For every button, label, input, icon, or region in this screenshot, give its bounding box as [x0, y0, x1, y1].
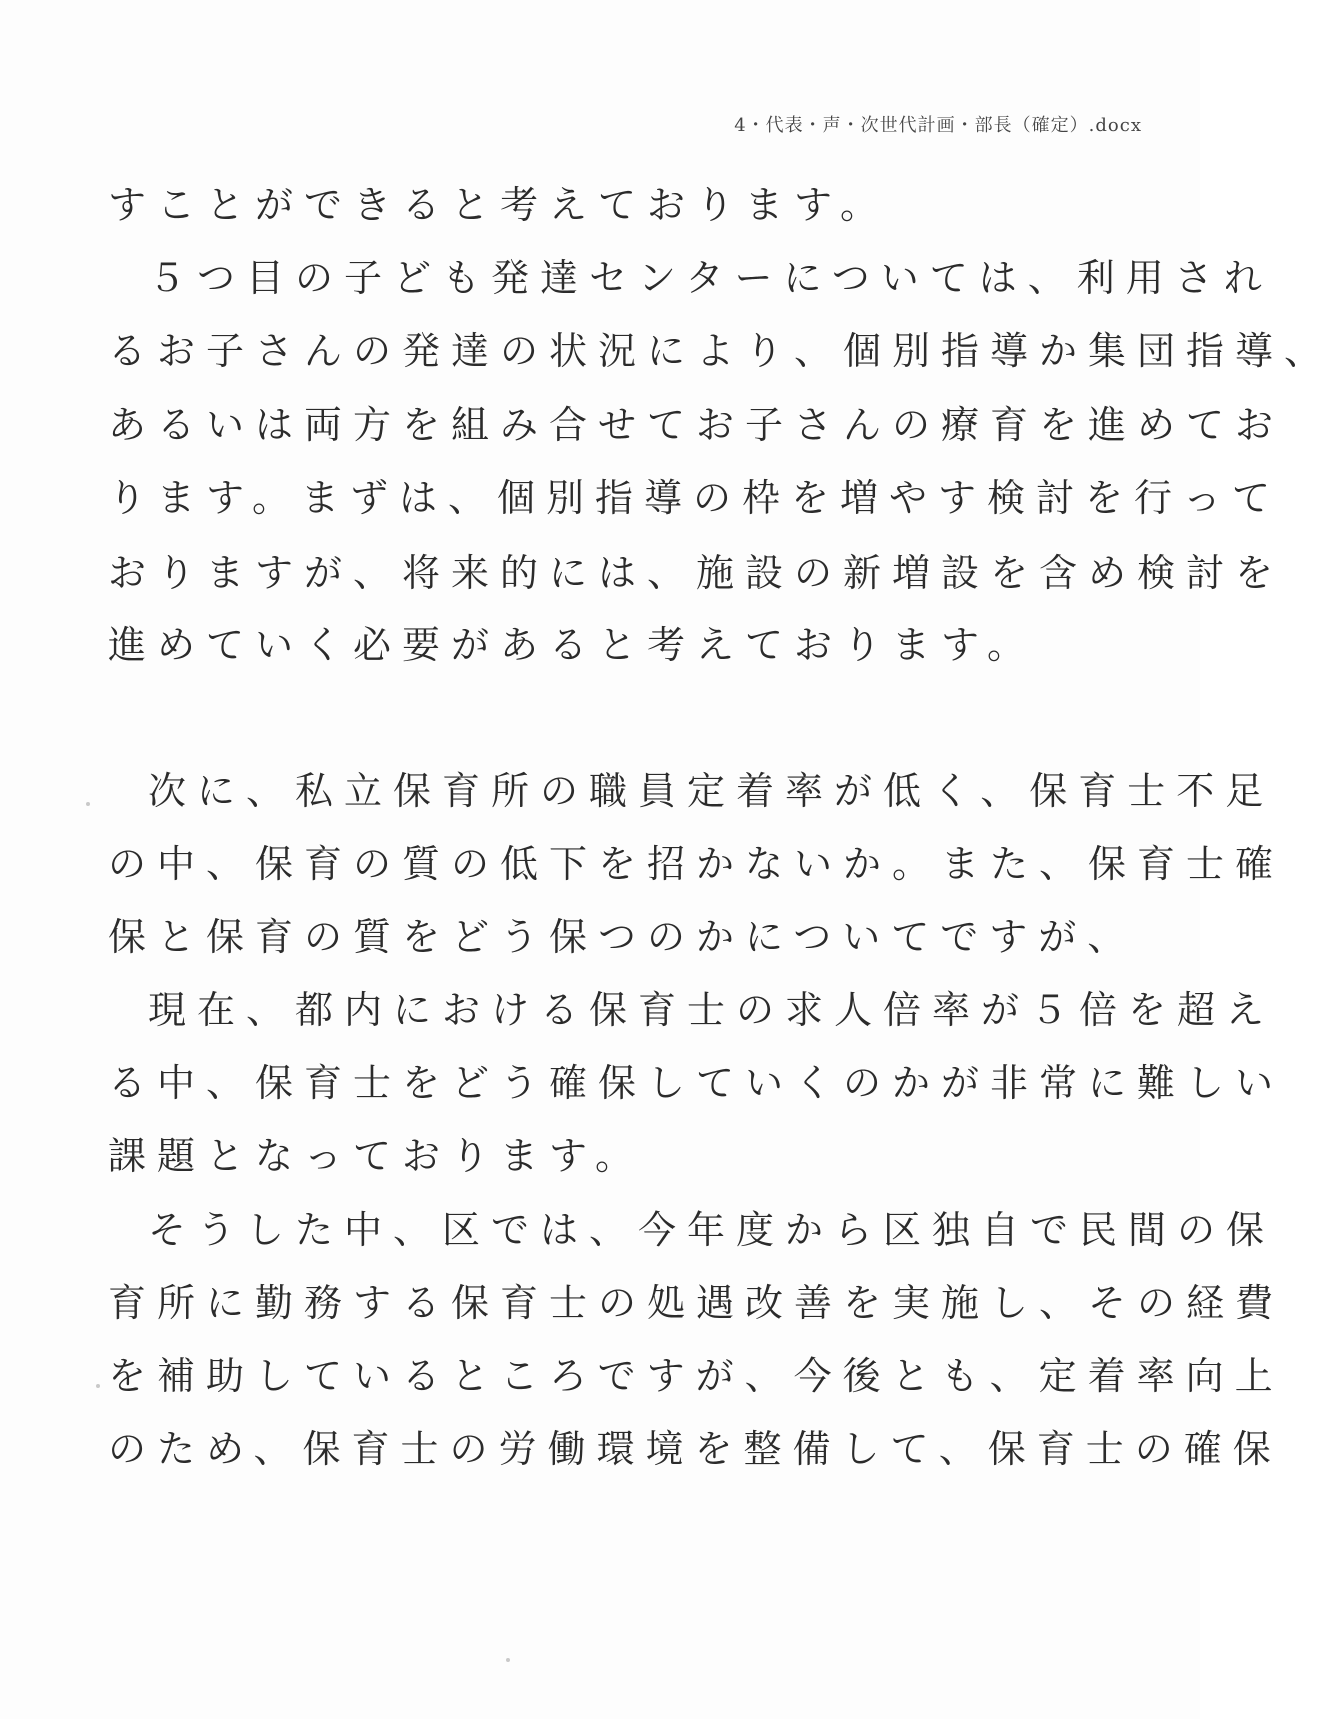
text-line-5: ります。まずは、個別指導の枠を増やす検討を行って [108, 476, 1281, 520]
text-line-17: のため、保育士の労働環境を整備して、保育士の確保 [108, 1427, 1282, 1471]
text-line-16: を補助しているところですが、今後とも、定着率向上 [108, 1354, 1284, 1398]
text-line-7: 進めていく必要があると考えております。 [108, 623, 1036, 667]
text-line-1: すことができると考えております。 [108, 183, 889, 227]
text-line-2: ５つ目の子ども発達センターについては、利用され [148, 256, 1273, 300]
text-line-6: おりますが、将来的には、施設の新増設を含め検討を [108, 551, 1285, 595]
text-line-12: る中、保育士をどう確保していくのかが非常に難しい [108, 1061, 1285, 1105]
text-line-14: そうした中、区では、今年度から区独自で民間の保 [148, 1208, 1276, 1252]
text-line-9: の中、保育の質の低下を招かないか。また、保育士確 [108, 842, 1285, 886]
scan-speck [506, 1658, 510, 1662]
text-line-15: 育所に勤務する保育士の処遇改善を実施し、その経費 [108, 1281, 1285, 1325]
scan-speck [86, 802, 90, 806]
text-line-8: 次に、私立保育所の職員定着率が低く、保育士不足 [148, 769, 1275, 813]
text-line-11: 現在、都内における保育士の求人倍率が５倍を超え [148, 988, 1276, 1032]
document-filename: 4・代表・声・次世代計画・部長（確定）.docx [734, 115, 1142, 136]
text-line-10: 保と保育の質をどう保つのかについてですが、 [108, 915, 1137, 959]
scan-speck [96, 1384, 100, 1388]
text-line-13: 課題となっております。 [108, 1134, 644, 1178]
text-line-3: るお子さんの発達の状況により、個別指導か集団指導、 [108, 329, 1333, 373]
text-line-4: あるいは両方を組み合せてお子さんの療育を進めてお [108, 403, 1285, 447]
